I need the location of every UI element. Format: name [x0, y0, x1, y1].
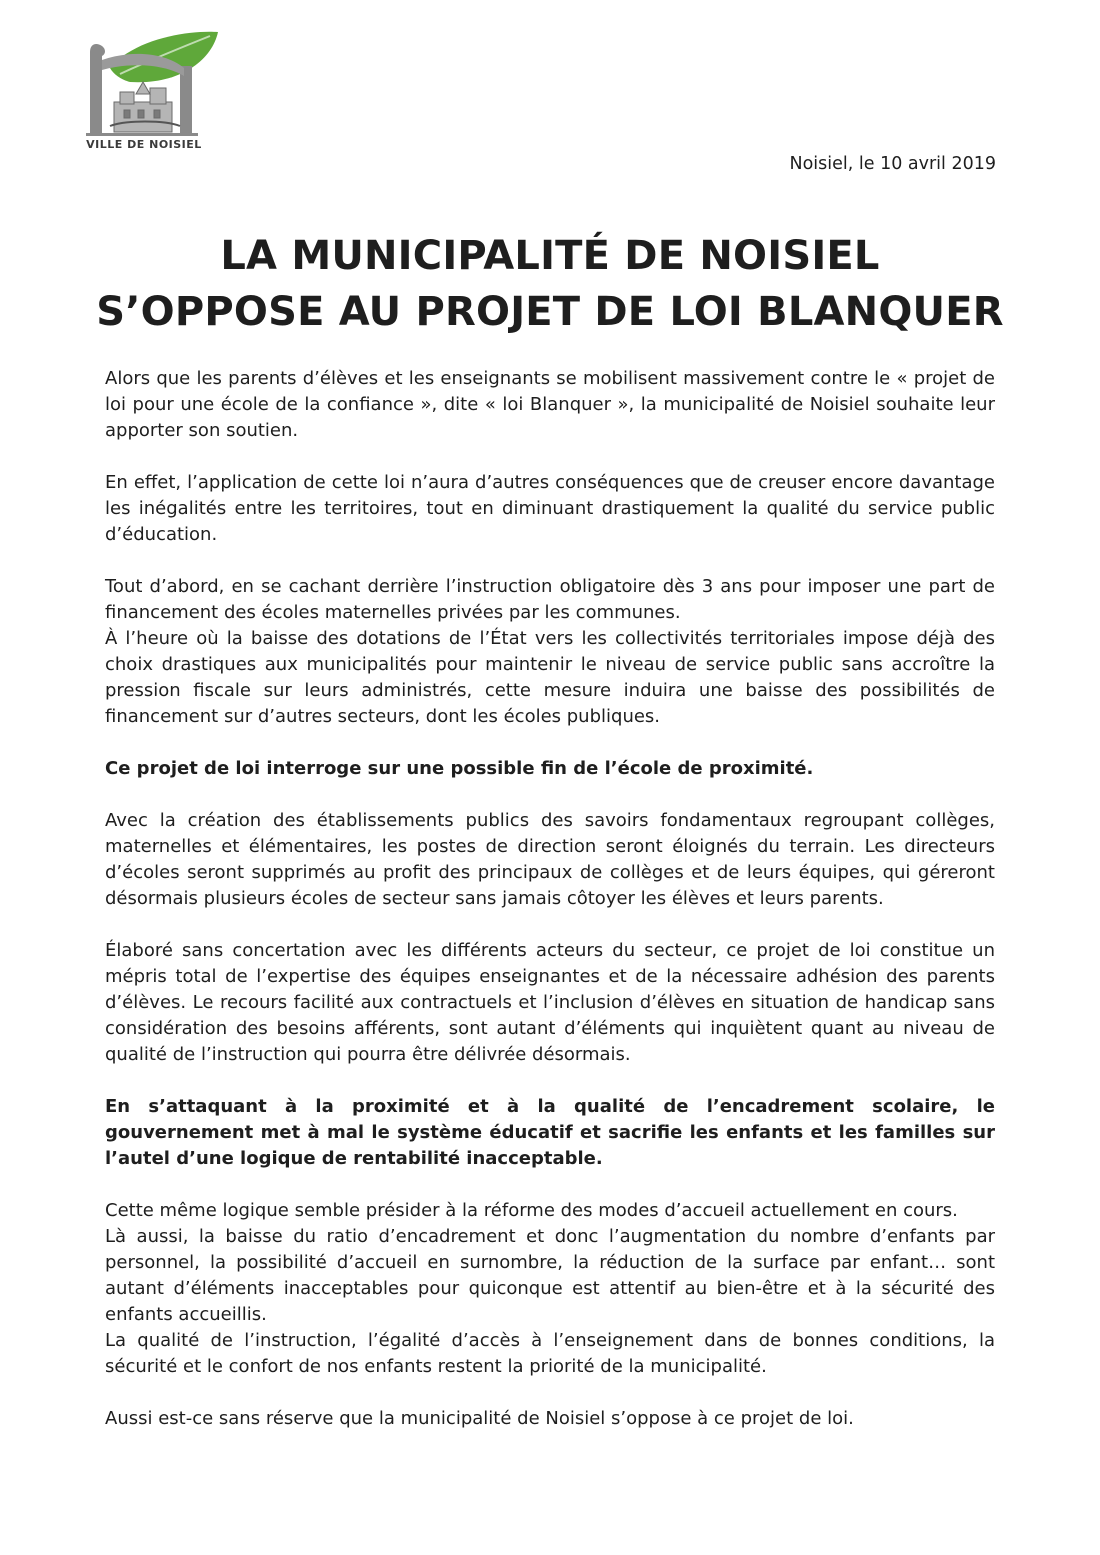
city-emblem-icon: [80, 30, 220, 140]
paragraph-financing: Tout d’abord, en se cachant derrière l’instruction obligatoire dès 3 ans pour imposer une part de financement des écoles maternelles privées par les communes.: [105, 576, 995, 623]
paragraph-establishments: Avec la création des établissements publics des savoirs fondamentaux regroupant collèges, maternelles et élémentaires, les postes de direction seront éloignés du terrain. Les directeurs d’écoles seront supprimés au profit des principaux de collèges et de leurs équipes, qui géreront désormais plusieurs écoles de secteur sans jamais côtoyer les élèves et leurs parents.: [105, 810, 995, 909]
paragraph-dotations: À l’heure où la baisse des dotations de l’État vers les collectivités territoriales impose déjà des choix drastiques aux municipalités pour maintenir le niveau de service public sans accroître la pression fiscale sur leurs administrés, cette mesure induira une baisse des possibilités de financement sur d’autres secteurs, dont les écoles publiques.: [105, 628, 995, 727]
paragraph-childcare-reform: Cette même logique semble présider à la réforme des modes d’accueil actuellement en cours.: [105, 1200, 958, 1221]
letter-body: [105, 366, 995, 1432]
title-line-1: LA MUNICIPALITÉ DE NOISIEL: [220, 233, 880, 279]
city-logo: [80, 30, 220, 160]
paragraph-rentability: En s’attaquant à la proximité et à la qualité de l’encadrement scolaire, le gouvernement met à mal le système éducatif et sacrifie les enfants et les familles sur l’autel d’une logique de rentabilité inacceptable.: [105, 1096, 995, 1169]
page-title: [0, 228, 1100, 340]
paragraph-priority: La qualité de l’instruction, l’égalité d’accès à l’enseignement dans de bonnes conditions, la sécurité et le confort de nos enfants restent la priorité de la municipalité.: [105, 1330, 995, 1377]
paragraph-childcare-ratio: Là aussi, la baisse du ratio d’encadrement et donc l’augmentation du nombre d’enfants par personnel, la possibilité d’accueil en surnombre, la réduction de la surface par enfant… sont autant d’éléments inacceptables pour quiconque est attentif au bien-être et à la sécurité des enfants accueillis.: [105, 1226, 995, 1325]
logo-caption: VILLE DE NOISIEL: [86, 138, 202, 151]
paragraph-intro: Alors que les parents d’élèves et les enseignants se mobilisent massivement contre le « projet de loi pour une école de la confiance », dite « loi Blanquer », la municipalité de Noisiel souhaite leur apporter son soutien.: [105, 368, 995, 441]
paragraph-conclusion: Aussi est-ce sans réserve que la municipalité de Noisiel s’oppose à ce projet de loi.: [105, 1408, 854, 1429]
paragraph-consequences: En effet, l’application de cette loi n’aura d’autres conséquences que de creuser encore davantage les inégalités entre les territoires, tout en diminuant drastiquement la qualité du service public d’éducation.: [105, 472, 995, 545]
paragraph-concertation: Élaboré sans concertation avec les différents acteurs du secteur, ce projet de loi constitue un mépris total de l’expertise des équipes enseignantes et de la nécessaire adhésion des parents d’élèves. Le recours facilité aux contractuels et l’inclusion d’élèves en situation de handicap sans considération des besoins afférents, sont autant d’éléments qui inquiètent quant au niveau de qualité de l’instruction qui pourra être délivrée désormais.: [105, 940, 995, 1065]
date-line: Noisiel, le 10 avril 2019: [789, 154, 996, 174]
paragraph-proximity-heading: Ce projet de loi interroge sur une possible fin de l’école de proximité.: [105, 758, 814, 779]
title-line-2: S’OPPOSE AU PROJET DE LOI BLANQUER: [96, 289, 1004, 335]
